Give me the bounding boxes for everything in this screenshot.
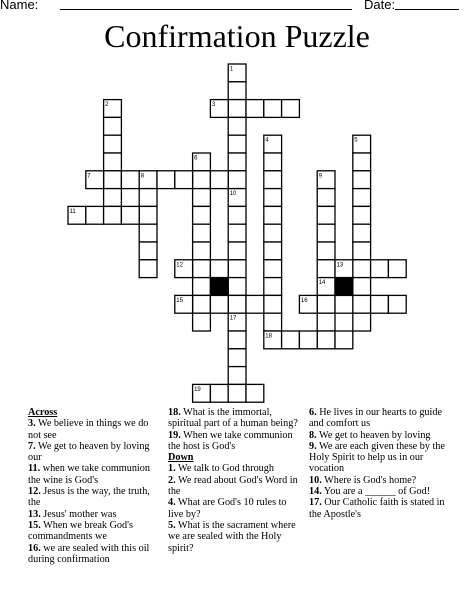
grid-cell[interactable] [104, 206, 122, 224]
grid-cell[interactable] [388, 295, 406, 313]
grid-black-cell [210, 278, 228, 296]
grid-cell[interactable] [193, 189, 211, 207]
grid-cell[interactable] [228, 82, 246, 100]
grid-cell[interactable] [317, 260, 335, 278]
grid-number: 15 [176, 297, 183, 304]
clue-down-6: 6. He lives in our hearts to guide and comfort us [309, 407, 442, 430]
grid-cell[interactable] [246, 295, 264, 313]
grid-cell[interactable] [353, 189, 371, 207]
grid-cell[interactable] [317, 295, 335, 313]
grid-cell[interactable] [193, 171, 211, 189]
grid-cell[interactable] [264, 242, 282, 260]
grid-cell[interactable] [193, 224, 211, 242]
name-label: Name: [0, 0, 39, 12]
grid-cell[interactable] [228, 242, 246, 260]
grid-cell[interactable] [228, 171, 246, 189]
across-heading: Across [28, 407, 58, 418]
grid-number: 10 [229, 191, 237, 198]
grid-number: 13 [336, 262, 344, 269]
grid-cell[interactable] [210, 171, 228, 189]
grid-cell[interactable] [228, 349, 246, 367]
grid-cell[interactable] [264, 153, 282, 171]
grid-black-cell [335, 278, 353, 296]
grid-cell[interactable] [371, 295, 389, 313]
grid-cells [68, 64, 406, 402]
across-clues-part1 [28, 407, 163, 565]
grid-cell[interactable] [353, 278, 371, 296]
grid-cell[interactable] [371, 260, 389, 278]
clue-down-17: 17. Our Catholic faith is stated in the Apostle's [309, 497, 445, 520]
grid-cell[interactable] [104, 117, 122, 135]
grid-cell[interactable] [228, 117, 246, 135]
grid-cell[interactable] [139, 260, 157, 278]
grid-number: 14 [318, 280, 326, 287]
grid-cell[interactable] [139, 189, 157, 207]
grid-cell[interactable] [193, 295, 211, 313]
down-heading: Down [168, 452, 194, 464]
grid-cell[interactable] [264, 206, 282, 224]
grid-cell[interactable] [228, 367, 246, 385]
grid-cell[interactable] [121, 206, 139, 224]
grid-cell[interactable] [139, 206, 157, 224]
grid-cell[interactable] [228, 153, 246, 171]
grid-cell[interactable] [264, 189, 282, 207]
grid-cell[interactable] [228, 224, 246, 242]
grid-cell[interactable] [157, 171, 175, 189]
grid-cell[interactable] [175, 171, 193, 189]
grid-cell[interactable] [139, 224, 157, 242]
grid-number: 18 [265, 333, 272, 340]
grid-cell[interactable] [353, 171, 371, 189]
grid-number: 2 [105, 102, 109, 109]
clue-across-13: 13. Jesus' mother was [28, 508, 117, 520]
grid-cell[interactable] [353, 153, 371, 171]
grid-cell[interactable] [228, 260, 246, 278]
grid-cell[interactable] [335, 295, 353, 313]
grid-cell[interactable] [282, 331, 300, 349]
clue-across-7: 7. We get to heaven by loving our [28, 440, 150, 464]
clue-across-18: 18. What is the immortal, spiritual part of a human being? [168, 407, 298, 430]
clues-column-2 [168, 407, 303, 554]
grid-cell[interactable] [353, 206, 371, 224]
clue-down-14: 14. You are a ______ of God! [309, 486, 431, 498]
grid-cell[interactable] [139, 242, 157, 260]
grid-number: 9 [318, 173, 323, 180]
grid-cell[interactable] [210, 295, 228, 313]
grid-cell[interactable] [353, 224, 371, 242]
grid-cell[interactable] [104, 189, 122, 207]
clue-down-8: 8. We get to heaven by loving [309, 429, 431, 441]
grid-cell[interactable] [228, 135, 246, 153]
grid-cell[interactable] [317, 331, 335, 349]
grid-number: 7 [87, 173, 91, 180]
grid-cell[interactable] [121, 171, 139, 189]
grid-cell[interactable] [282, 100, 300, 118]
grid-cell[interactable] [193, 242, 211, 260]
grid-cell[interactable] [264, 278, 282, 296]
grid-cell[interactable] [86, 206, 104, 224]
clue-across-15: 15. When we break God's commandments we [28, 519, 133, 543]
grid-cell[interactable] [264, 171, 282, 189]
grid-cell[interactable] [317, 313, 335, 331]
grid-cell[interactable] [228, 278, 246, 296]
grid-number: 8 [140, 173, 145, 180]
grid-cell[interactable] [210, 260, 228, 278]
grid-cell[interactable] [104, 171, 122, 189]
grid-cell[interactable] [246, 100, 264, 118]
clue-across-19: 19. When we take communion the host is God's [168, 429, 293, 452]
grid-number: 1 [229, 66, 234, 73]
grid-number: 16 [300, 297, 308, 304]
date-label: Date: [364, 0, 396, 12]
grid-cell[interactable] [264, 224, 282, 242]
grid-cell[interactable] [299, 331, 317, 349]
grid-cell[interactable] [317, 206, 335, 224]
grid-cell[interactable] [388, 260, 406, 278]
grid-cell[interactable] [228, 331, 246, 349]
clue-down-10: 10. Where is God's home? [309, 474, 417, 486]
grid-cell[interactable] [193, 278, 211, 296]
clue-down-4: 4. What are God's 10 rules to live by? [168, 497, 287, 520]
down-clues-part2 [309, 407, 449, 520]
grid-cell[interactable] [228, 206, 246, 224]
grid-cell[interactable] [228, 295, 246, 313]
grid-number: 5 [354, 137, 358, 144]
grid-cell[interactable] [264, 313, 282, 331]
clue-across-12: 12. Jesus is the way, the truth, the [28, 486, 150, 509]
grid-cell[interactable] [193, 206, 211, 224]
clue-down-1: 1. We talk to God through [168, 463, 274, 475]
grid-cell[interactable] [335, 331, 353, 349]
grid-cell[interactable] [317, 242, 335, 260]
grid-number: 11 [69, 208, 76, 215]
grid-cell[interactable] [264, 100, 282, 118]
clue-across-3: 3. We believe in things we do not see [28, 418, 149, 441]
grid-cell[interactable] [104, 135, 122, 153]
grid-number: 19 [194, 386, 201, 393]
grid-cell[interactable] [228, 100, 246, 118]
grid-number: 3 [211, 102, 216, 109]
grid-cell[interactable] [246, 384, 264, 402]
grid-cell[interactable] [353, 242, 371, 260]
grid-cell[interactable] [353, 260, 371, 278]
grid-number: 6 [194, 155, 198, 162]
grid-cell[interactable] [210, 384, 228, 402]
clue-down-9: 9. We are each given these by the Holy Spirit to help us in our vocation [309, 440, 445, 475]
grid-cell[interactable] [317, 189, 335, 207]
grid-cell[interactable] [193, 313, 211, 331]
grid-cell[interactable] [353, 313, 371, 331]
puzzle-title: Confirmation Puzzle [104, 18, 370, 54]
clue-across-16: 16. we are sealed with this oil during confirmation [28, 542, 150, 565]
grid-cell[interactable] [264, 260, 282, 278]
grid-cell[interactable] [228, 384, 246, 402]
grid-cell[interactable] [264, 295, 282, 313]
grid-number: 17 [229, 315, 237, 322]
grid-cell[interactable] [104, 153, 122, 171]
clue-down-2: 2. We read about God's Word in the [168, 474, 298, 498]
grid-number: 4 [265, 137, 269, 144]
grid-cell[interactable] [353, 295, 371, 313]
clue-down-5: 5. What is the sacrament where we are sealed with the Holy spirit? [168, 519, 296, 554]
grid-cell[interactable] [317, 224, 335, 242]
grid-cell[interactable] [193, 260, 211, 278]
grid-number: 12 [176, 262, 183, 269]
clue-across-11: 11. when we take communion the wine is God's [28, 463, 150, 486]
